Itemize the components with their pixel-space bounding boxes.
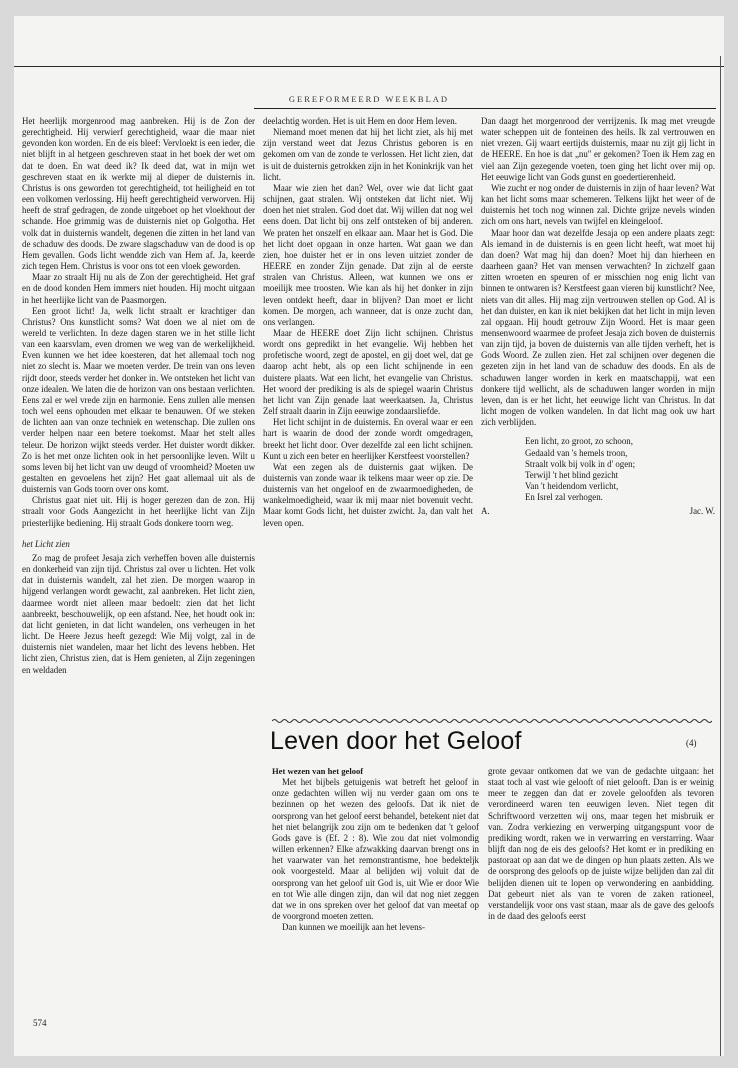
col2-paragraph: Maar de HEERE doet Zijn licht schijnen. Christus wordt ons gepredikt in het evangelie. Wij hebben het profetische woord, zegt de apostel, en gij doet wel, dat ge daarop acht hebt, als op een licht schijnende in een duistere plaats. Wat een licht, het evangelie van Christus. Het woord der prediking is als de spiegel waarin Christus het licht van Zijn genade laat weerkaatsen. Ja, Christus Zelf straalt daarin in Zijn eeuwige zondaarsliefde. xyxy=(263,327,473,417)
col3-paragraph: Maar hoor dan wat dezelfde Jesaja op een andere plaats zegt: Als iemand in de duisternis is en geen licht heeft, wat moet hij dan doen? Wat mag hij dan doen? Moet hij dan hierheen en daarheen gaan? Het van mensen verwachten? In zichzelf gaan zitten wroeten en speuren of er misschien nog enig licht van binnen te ontwaren is? Kerstfeest gaan vieren bij kunstlicht? Nee, niets van dit alles. Hij mag zijn vertrouwen stellen op God. Al is het dan duister, en kan ik niet bekijken dat het licht in mijn leven zal opgaan. Hij houdt getrouw Zijn Woord. Het is maar geen mensenwoord waarmee de profeet Jesaja zich boven de duisternis van zijn tijd, ja boven de duisternis van alle tijden verheft, het is Gods Woord. Ze zullen zien. Het zal schijnen over degenen die gezeten zijn in het land van de schaduw des doods. En als de schaduwen langer worden in kerk en maatschappij, wat een donkere tijd wellicht, als de schaduwen langer worden in mijn leven, dan is er het licht, het eeuwige licht van Christus. In dat licht mogen de volken wandelen. In dat licht mag ook uw hart zich verblijden. xyxy=(481,227,715,428)
article-paragraph: Dan kunnen we moeilijk aan het levens- xyxy=(282,922,425,933)
column-1 xyxy=(22,116,255,988)
col2-paragraph: Niemand moet menen dat hij het licht ziet, als hij met zijn verstand weet dat Jezus Christus geboren is en gekomen om van de zonde te verlossen. Het licht zien, dat is uit de duisternis getrokken zijn in het Koninkrijk van het licht. xyxy=(263,127,473,182)
article-paragraph: Met het bijbels getuigenis wat betreft het geloof in onze gedachten willen wij nu verder gaan om ons te bezinnen op het wezen des geloofs. Dat ik niet de oorsprong van het geloof eerst behandel, betekent niet dat het niet belangrijk zou zijn om te bedenken dat 't geloof Gods gave is (Ef. 2 : 8). Wie zou dat niet volmondig willen erkennen? Elke afzwakking daarvan brengt ons in het vaarwater van het remonstrantisme, hoe bedekteljk ook voorgesteld. Maar al belijden wij voluit dat de oorsprong van het geloof uit God is, uit Wie er door Wie en tot Wie alle dingen zijn, dan wil dat nog niet zeggen dat we in ons spreken over het geloof dat van meetaf op de voorgrond moeten zetten. xyxy=(272,777,479,922)
right-edge-rule xyxy=(720,56,721,1056)
signature-initial: A. xyxy=(481,505,490,516)
author-signature: Jac. W. xyxy=(689,505,715,516)
col3-paragraph: Wie zucht er nog onder de duisternis in zijn of haar leven? Wat kan het licht soms maar schemeren. Telkens lijkt het weer of de duisternis het toch nog winnen zal. Dichte grijze nevels winden zich om ons hart, nevels van twijfel en kleingeloof. xyxy=(481,182,715,227)
col1-paragraph: Een groot licht! Ja, welk licht straalt er krachtiger dan Christus? Ons kunstlicht soms? Wat doen we al niet om de wereld te verlichten. In deze dagen staren we in het stille licht van een kaarsvlam, even dromen we weg van de werkelijkheid. Even kunnen we het idee koesteren, dat het allemaal toch nog niet zo slecht is. Maar we moeten verder. De trein van ons leven rijdt door, steeds verder het donker in. We ontsteken het licht van onze idealen. We laten die de horizon van ons bestaan verlichten. Eens zal er wel vrede zijn en harmonie. Eens zullen alle mensen toch wel eens ophouden met elkaar te benauwen. Of we steken de lichten aan van onze techniek en wetenschap. Die zullen ons verder helpen naar een betere toekomst. Maar het stelt alles teleur. De horizon wijkt steeds verder. Het duister wordt dikker. Zo is het met onze lichten ook in het persoonlijke leven. Wilt u soms leven bij het licht van uw deugd of vroomheid? Moeten uw gestalten en gevoelens het zijn? Het gaat allemaal uit als de duisternis van Gods toorn over ons komt. xyxy=(22,305,255,495)
page-number: 574 xyxy=(33,1018,47,1028)
poem-line: Van 't heidendom verlicht, xyxy=(525,481,619,492)
poem-line: En Isrel zal verhogen. xyxy=(525,492,603,503)
article-paragraph: grote gevaar ontkomen dat we van de gedachte uitgaan: het staat toch al vast wie gelooft of niet gelooft. Dan is er weinig meer te zeggen dan dat er zovele geloofden als tevoren verordineerd waren ten eeuwigen leven. Niet tegen dit Schriftwoord verzetten wij ons, maar tegen het misbruik er van. Zodra verkiezing en verwerping uitgangspunt voor de prediking wordt, raken we in verwarring en verstarring. Waar blijft dan nog de eis des geloofs? Het komt er in prediking en pastoraat op aan dat we de dingen op hun plaats zetten. Als we de oorsprong des geloofs op de juiste wijze belijden dan zal dit belijden dienen uit te lopen op verwondering en aanbidding. Dat gebeurt niet als van te voren de zaken rationeel, verstandelijk voor ons vast staan, maar als de gave des geloofs in de daad des geloofs eerst xyxy=(488,766,714,922)
column-2 xyxy=(263,116,473,712)
poem-line: Terwijl 't het blind gezicht xyxy=(525,469,619,480)
col2-paragraph: deelachtig worden. Het is uit Hem en door Hem leven. xyxy=(263,116,457,126)
signature-line xyxy=(481,506,715,517)
page-header: GEREFORMEERD WEEKBLAD xyxy=(288,94,450,104)
newspaper-page xyxy=(14,16,724,1056)
article-part-number: (4) xyxy=(686,738,697,748)
article-subheading: Het wezen van het geloof xyxy=(272,766,364,776)
col1-paragraph: Maar zo straalt Hij nu als de Zon der gerechtigheid. Het graf en de dood konden Hem immers niet houden. Hij mocht uitgaan in het heerlijke licht van de Paasmorgen. xyxy=(22,272,255,305)
poem xyxy=(525,436,715,503)
section-subheading: het Licht zien xyxy=(22,538,70,549)
article-column-2 xyxy=(488,766,714,992)
poem-line: Een licht, zo groot, zo schoon, xyxy=(525,436,633,447)
wavy-separator xyxy=(272,718,712,724)
article-title: Leven door het Geloof xyxy=(270,727,522,755)
col2-paragraph: Wat een zegen als de duisternis gaat wijken. De duisternis van zonde waar ik telkens maar weer op zie. De duisternis van het ongeloof en de zwaarmoedigheden, de wankelmoedigheid, waar ik mij maar niet bovenuit vecht. Maar komt Gods licht, het duister zwicht. Ja, dan valt het leven open. xyxy=(263,461,473,528)
col3-paragraph: Dan daagt het morgenrood der verrijzenis. Ik mag met vreugde water scheppen uit de fonteinen des heils. Ik zal vertrouwen en niet vrezen. Gij waart eertijds duisternis, maar nu zijt gij licht in de HEERE. En hoe is dat „nu" er gekomen? Toen ik Hem zag en viel aan Zijn gezegende voeten, toen ging het licht over mij op. Het eeuwige licht van Gods gunst en goedertierenheid. xyxy=(481,116,715,182)
col2-paragraph: Maar wie zien het dan? Wel, over wie dat licht gaat schijnen, gaat stralen. Wij ontsteken dat licht niet. Wij doen het niet stralen. God doet dat. Wij willen dat nog wel eens doen. Dat licht bij ons zelf ontsteken of bij anderen. We praten het onszelf en elkaar aan. Maar het is God. Die het licht doet opgaan in onze harten. Wat gaan we dan zien, hoe duister het er in ons leven uitziet zonder de HEERE en zonder Zijn genade. Dat zijn al de eerste stralen van Christus. Alleen, wat kunnen we ons er moeilijk mee troosten. Wie kan als hij het donker in zijn leven ontdekt heeft, daar in blijven? Dan moet er licht komen. De morgen, ach wanneer, dat is onze zucht dan, ons verlangen. xyxy=(263,182,473,327)
col1-paragraph: Christus gaat niet uit. Hij is hoger gerezen dan de zon. Hij straalt voor Gods Aangezicht in het heerlijke licht van Zijn priesterlijke bediening. Hij straalt Gods donkere toorn weg. xyxy=(22,495,255,528)
poem-line: Straalt volk bij volk in d' ogen; xyxy=(525,458,636,469)
col1-paragraph: Zo mag de profeet Jesaja zich verheffen boven alle duisternis en donkerheid van zijn tijd. Christus zal over u lichten. Het volk dat in duisternis wandelt, zal het zien. De morgen waarop in hijgend verlangen wordt gewacht, zal aanbreken. Het licht zien, daarmee wordt niet alleen maar bedoelt: zien dat het licht aanbreekt, beschouwelijk, op een afstand. Nee, het houdt ook in: dat licht genieten, in dat licht wandelen, ons verheugen in het licht. De Heere Jezus heeft gezegd: Wie Mij volgt, zal in de duisternis niet wandelen, maar het licht des levens hebben. Het licht zien, Christus zien, dat is Hem genieten, al Zijn zegeningen en weldaden xyxy=(22,552,255,675)
poem-line: Gedaald van 's hemels troon, xyxy=(525,447,628,458)
col2-paragraph: Het licht schijnt in de duisternis. En overal waar er een hart is waarin de dood der zonde wordt omgedragen, breekt het licht door. Over dezelfde zal een licht schijnen. Kunt u zich een beter en heerlijker Kerstfeest voorstellen? xyxy=(263,417,473,461)
article-column-1 xyxy=(272,766,479,992)
top-edge-rule xyxy=(14,66,724,67)
header-rule xyxy=(254,108,716,109)
column-3 xyxy=(481,116,715,712)
col1-paragraph: Het heerlijk morgenrood mag aanbreken. Hij is de Zon der gerechtigheid. Hij verwierf gerechtigheid, waar die maar niet gevonden kon worden. En de eis bleef: Vervloekt is een ieder, die niet blijft in al hetgeen geschreven staat in het boek der wet om dat te doen. En wat deed ik? Ik deed dat, wat in mijn wet geschreven staat en ik werkte mij al dieper de duisternis in. Christus is ons geworden tot gerechtigheid, tot heiligheid en tot een volkomen verlossing. Hij heeft gerechtigheid verworven. Hij heeft de straf gedragen, de zonde uitgeboet op het vloekhout der schande. Hoe grimmig was de duisternis niet op Golgotha. Het volk dat in duisternis wandelt, degenen die zitten in het land van de schaduw des doods. De zware slagschaduw van de dood is op Hem gevallen. Gods licht wendde zich van Hem af. Ja, keerde zich tegen Hem. Christus is voor ons tot een vloek geworden. xyxy=(22,116,255,272)
